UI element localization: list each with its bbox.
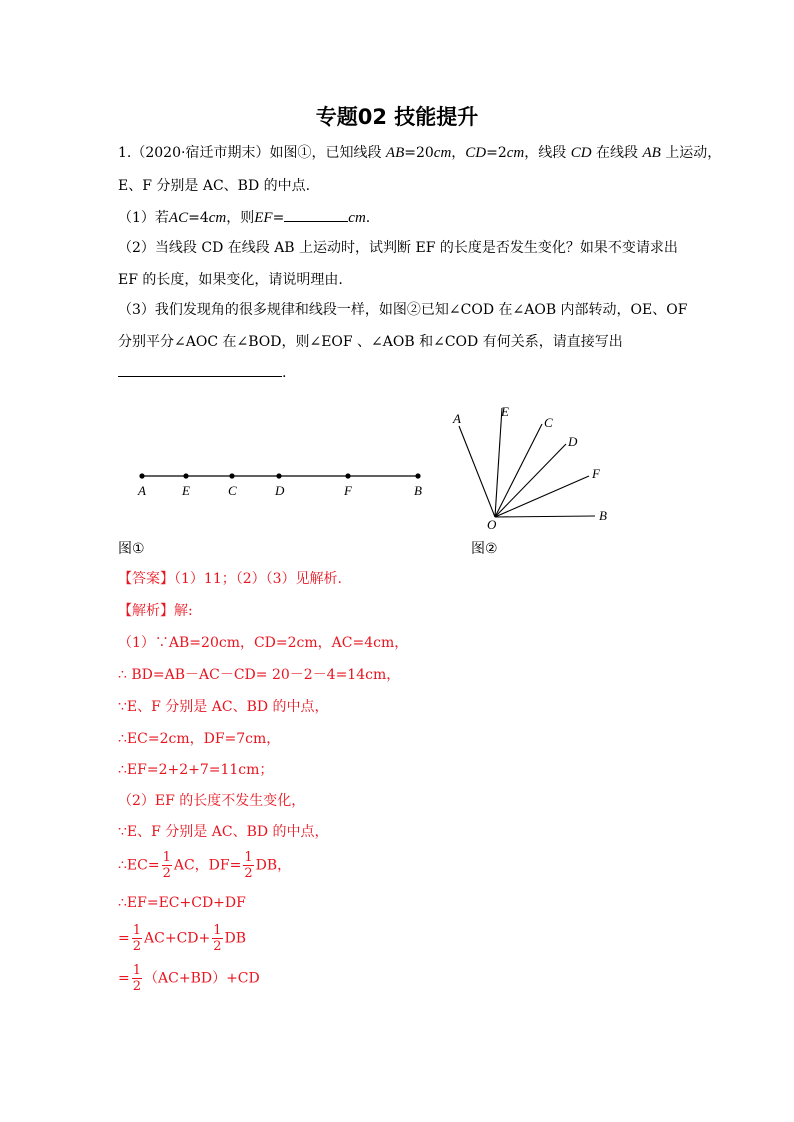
eq-part: =: [118, 930, 130, 947]
analysis-line: [118, 601, 193, 621]
fraction-half: [132, 963, 142, 994]
answer-label: 【答案】: [118, 571, 174, 587]
page-title: 专题02 技能提升: [315, 105, 479, 129]
eq-part: AC，DF=: [173, 857, 242, 874]
part-1-label: （1）若: [118, 210, 169, 226]
analysis-step-9: ∴EF=EC+CD+DF: [118, 895, 246, 911]
label-c: C: [228, 483, 237, 498]
moving-text: 上运动，: [665, 145, 722, 161]
eq-4: =4: [188, 210, 209, 226]
unit-cm: cm: [506, 145, 525, 161]
eq-20: =20: [404, 145, 434, 161]
point-f: [345, 473, 350, 478]
part-3-line-2: 分别平分∠AOC 在∠BOD，则∠EOF 、∠AOB 和∠COD 有何关系，请直接写出: [118, 334, 623, 350]
fraction-half: [212, 923, 222, 954]
equals: =: [272, 210, 285, 226]
eq-2: =2: [486, 145, 507, 161]
question-line-1: [118, 143, 721, 163]
answer-blank[interactable]: [118, 362, 282, 377]
label-e: E: [182, 483, 190, 498]
eq-part: =: [118, 970, 130, 987]
var-ab: AB: [385, 145, 405, 161]
var-ef: EF: [254, 210, 273, 226]
frac-numerator: 1: [244, 850, 253, 865]
label-e: E: [501, 404, 509, 419]
period: .: [365, 210, 371, 226]
eq-part: AC+CD+: [144, 930, 211, 947]
unit-cm: cm: [208, 210, 227, 226]
var-cd: CD: [465, 145, 487, 161]
analysis-step-10: [118, 923, 246, 954]
ray-oa: [459, 426, 495, 517]
point-e: [183, 473, 188, 478]
label-b: B: [414, 483, 422, 498]
analysis-step-1: （1）∵AB=20cm，CD=2cm，AC=4cm，: [118, 635, 409, 651]
intro-text: 如图①，已知线段: [269, 145, 382, 161]
eq-part: （AC+BD）+CD: [144, 970, 260, 987]
point-a: [139, 473, 144, 478]
comma: ，: [451, 145, 466, 161]
question-source: （2020·宿迁市期末）: [131, 145, 270, 161]
analysis-step-11: [118, 963, 260, 994]
frac-denominator: 2: [132, 979, 142, 994]
answer-blank[interactable]: [284, 207, 348, 222]
part-2-line-2: EF 的长度，如果变化，请说明理由.: [118, 272, 343, 288]
ray-ob: [495, 516, 595, 517]
frac-denominator: 2: [213, 939, 222, 954]
label-f: F: [344, 483, 352, 498]
ray-of: [495, 476, 589, 517]
unit-cm: cm: [348, 210, 366, 226]
analysis-step-4: ∴EC=2cm，DF=7cm，: [118, 731, 281, 747]
answer-line: [118, 569, 342, 589]
answer-text: （1）11；（2）（3）见解析.: [174, 571, 342, 587]
part-3-answer-line: [118, 362, 286, 383]
label-c: C: [544, 415, 553, 430]
ray-oe: [495, 408, 502, 517]
label-a: A: [138, 483, 146, 498]
analysis-step-8: [118, 850, 291, 881]
label-a: A: [453, 411, 461, 426]
fraction-half: [132, 923, 142, 954]
analysis-step-2: ∴ BD=AB－AC－CD= 20－2－4=14cm，: [118, 667, 401, 683]
label-d: D: [275, 483, 285, 498]
analysis-step-7: ∵E、F 分别是 AC、BD 的中点，: [118, 824, 329, 840]
figure-2-caption: 图②: [471, 541, 498, 557]
frac-numerator: 1: [162, 850, 171, 865]
figure-1-diagram: [130, 462, 430, 502]
frac-denominator: 2: [162, 866, 171, 881]
eq-part: DB，: [255, 857, 292, 874]
frac-denominator: 2: [132, 939, 142, 954]
label-o: O: [487, 517, 497, 532]
ray-oc: [495, 424, 542, 517]
var-cd: CD: [570, 145, 592, 161]
point-c: [229, 473, 234, 478]
figure-1-caption: 图①: [118, 541, 145, 557]
eq-part: ∴EC=: [118, 857, 160, 874]
frac-numerator: 1: [132, 963, 142, 978]
label-b: B: [599, 508, 607, 523]
analysis-intro: 解:: [174, 603, 193, 619]
figure-2-diagram: [445, 402, 625, 532]
analysis-step-5: ∴EF=2+2+7=11cm；: [118, 762, 274, 778]
then-text: ，则: [226, 210, 255, 226]
var-ab: AB: [642, 145, 661, 161]
analysis-label: 【解析】: [118, 603, 174, 619]
fraction-half: [243, 850, 253, 881]
question-number: 1.: [118, 145, 132, 161]
frac-numerator: 1: [213, 923, 222, 938]
label-d: D: [568, 434, 578, 449]
period: .: [282, 365, 287, 381]
on-seg-text: 在线段: [596, 145, 639, 161]
part-2-line-1: （2）当线段 CD 在线段 AB 上运动时，试判断 EF 的长度是否发生变化？如果不变请求出: [118, 240, 678, 256]
analysis-step-6: （2）EF 的长度不发生变化，: [118, 793, 306, 809]
var-ac: AC: [168, 210, 189, 226]
point-d: [276, 473, 281, 478]
frac-numerator: 1: [132, 923, 142, 938]
point-b: [415, 473, 420, 478]
eq-part: DB: [224, 930, 247, 947]
seg-text: ，线段: [524, 145, 567, 161]
fraction-half: [162, 850, 172, 881]
ray-od: [495, 444, 566, 517]
unit-cm: cm: [433, 145, 452, 161]
frac-denominator: 2: [244, 866, 253, 881]
part-3-line-1: （3）我们发现角的很多规律和线段一样，如图②已知∠COD 在∠AOB 内部转动，OE、OF: [118, 302, 688, 318]
part-1: [118, 207, 370, 228]
label-f: F: [592, 466, 600, 481]
analysis-step-3: ∵E、F 分别是 AC、BD 的中点，: [118, 699, 329, 715]
question-line-2: E、F 分别是 AC、BD 的中点.: [118, 178, 311, 194]
